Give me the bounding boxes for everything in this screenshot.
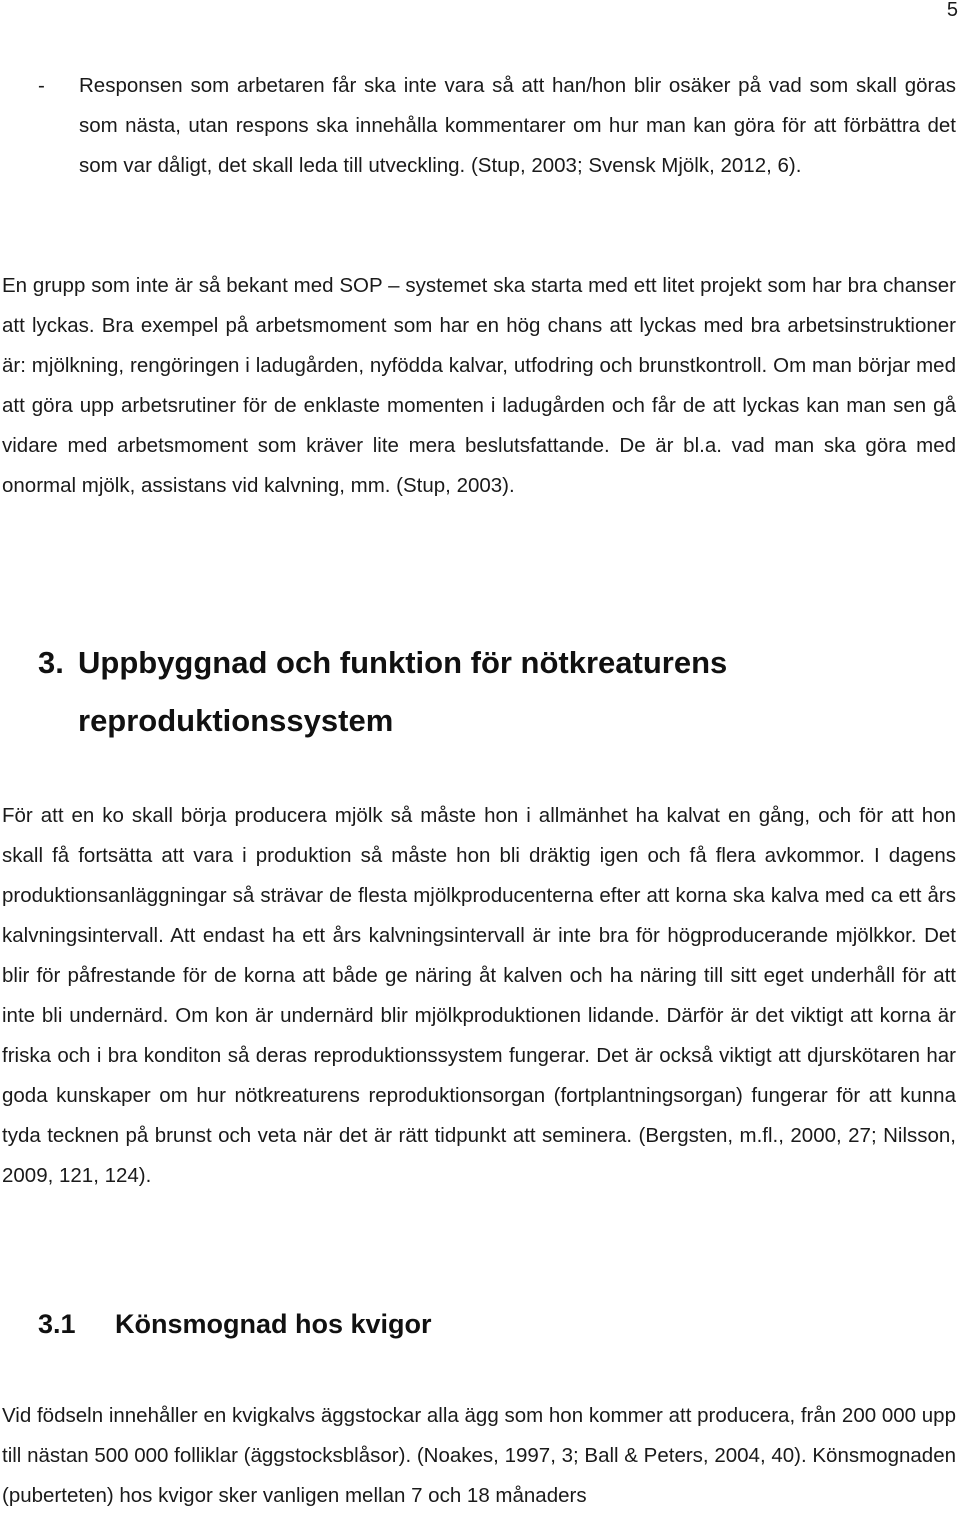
section-3-heading	[38, 634, 938, 750]
section-3-paragraph: För att en ko skall börja producera mjölk så måste hon i allmänhet ha kalvat en gång, och för att hon skall få fortsätta att vara i produktion så måste hon bli dräktig igen och få flera avkommor. I dagens produktionsanläggningar så strävar de flesta mjölkproducenterna efter att korna ska kalva med ca ett års kalvningsintervall. Att endast ha ett års kalvningsintervall är inte bra för högproducerande mjölkkor. Det blir för påfrestande för de korna att både ge näring åt kalven och ha näring till sitt eget underhåll för att inte bli undernärd. Om kon är undernärd blir mjölkproduktionen lidande. Därför är det viktigt att korna är friska och i bra konditon så deras reproduktionssystem fungerar. Det är också viktigt att djurskötaren har goda kunskaper om hur nötkreaturens reproduktionsorgan (fortplantningsorgan) fungerar för att kunna tyda tecknen på brunst och veta när det är rätt tidpunkt att seminera. (Bergsten, m.fl., 2000, 27; Nilsson, 2009, 121, 124).	[2, 804, 956, 1187]
page-number: 5	[946, 0, 958, 21]
section-3-title-line2: reproduktionssystem	[78, 703, 394, 738]
body-paragraph-1: En grupp som inte är så bekant med SOP – systemet ska starta med ett litet projekt som har bra chanser att lyckas. Bra exempel på arbetsmoment som har en hög chans att lyckas med bra arbetsinstruktioner är: mjölkning, rengöringen i ladugården, nyfödda kalvar, utfodring och brunstkontroll. Om man börjar med att göra upp arbetsrutiner för de enklaste momenten i ladugården och får de att lyckas kan man sen gå vidare med arbetsmoment som kräver lite mera beslutsfattande. De är bl.a. vad man ska göra med onormal mjölk, assistans vid kalvning, mm. (Stup, 2003).	[2, 274, 956, 497]
section-3-1-paragraph: Vid födseln innehåller en kvigkalvs äggstockar alla ägg som hon kommer att producera, från 200 000 upp till nästan 500 000 folliklar (äggstocksblåsor). (Noakes, 1997, 3; Ball & Peters, 2004, 40). Könsmognaden (puberteten) hos kvigor sker vanligen mellan 7 och 18 månaders	[2, 1404, 956, 1507]
bullet-item-text: Responsen som arbetaren får ska inte vara så att han/hon blir osäker på vad som skall göras som nästa, utan respons ska innehålla kommentarer om hur man kan göra för att förbättra det som var dåligt, det skall leda till utveckling. (Stup, 2003; Svensk Mjölk, 2012, 6).	[79, 74, 956, 177]
section-3-number: 3.	[38, 645, 64, 680]
bullet-marker: -	[38, 74, 45, 97]
section-3-title-line1: Uppbyggnad och funktion för nötkreaturens	[78, 645, 728, 680]
section-3-1-title: Könsmognad hos kvigor	[115, 1309, 432, 1339]
section-3-1-heading	[38, 1300, 432, 1348]
section-3-1-number: 3.1	[38, 1309, 76, 1339]
